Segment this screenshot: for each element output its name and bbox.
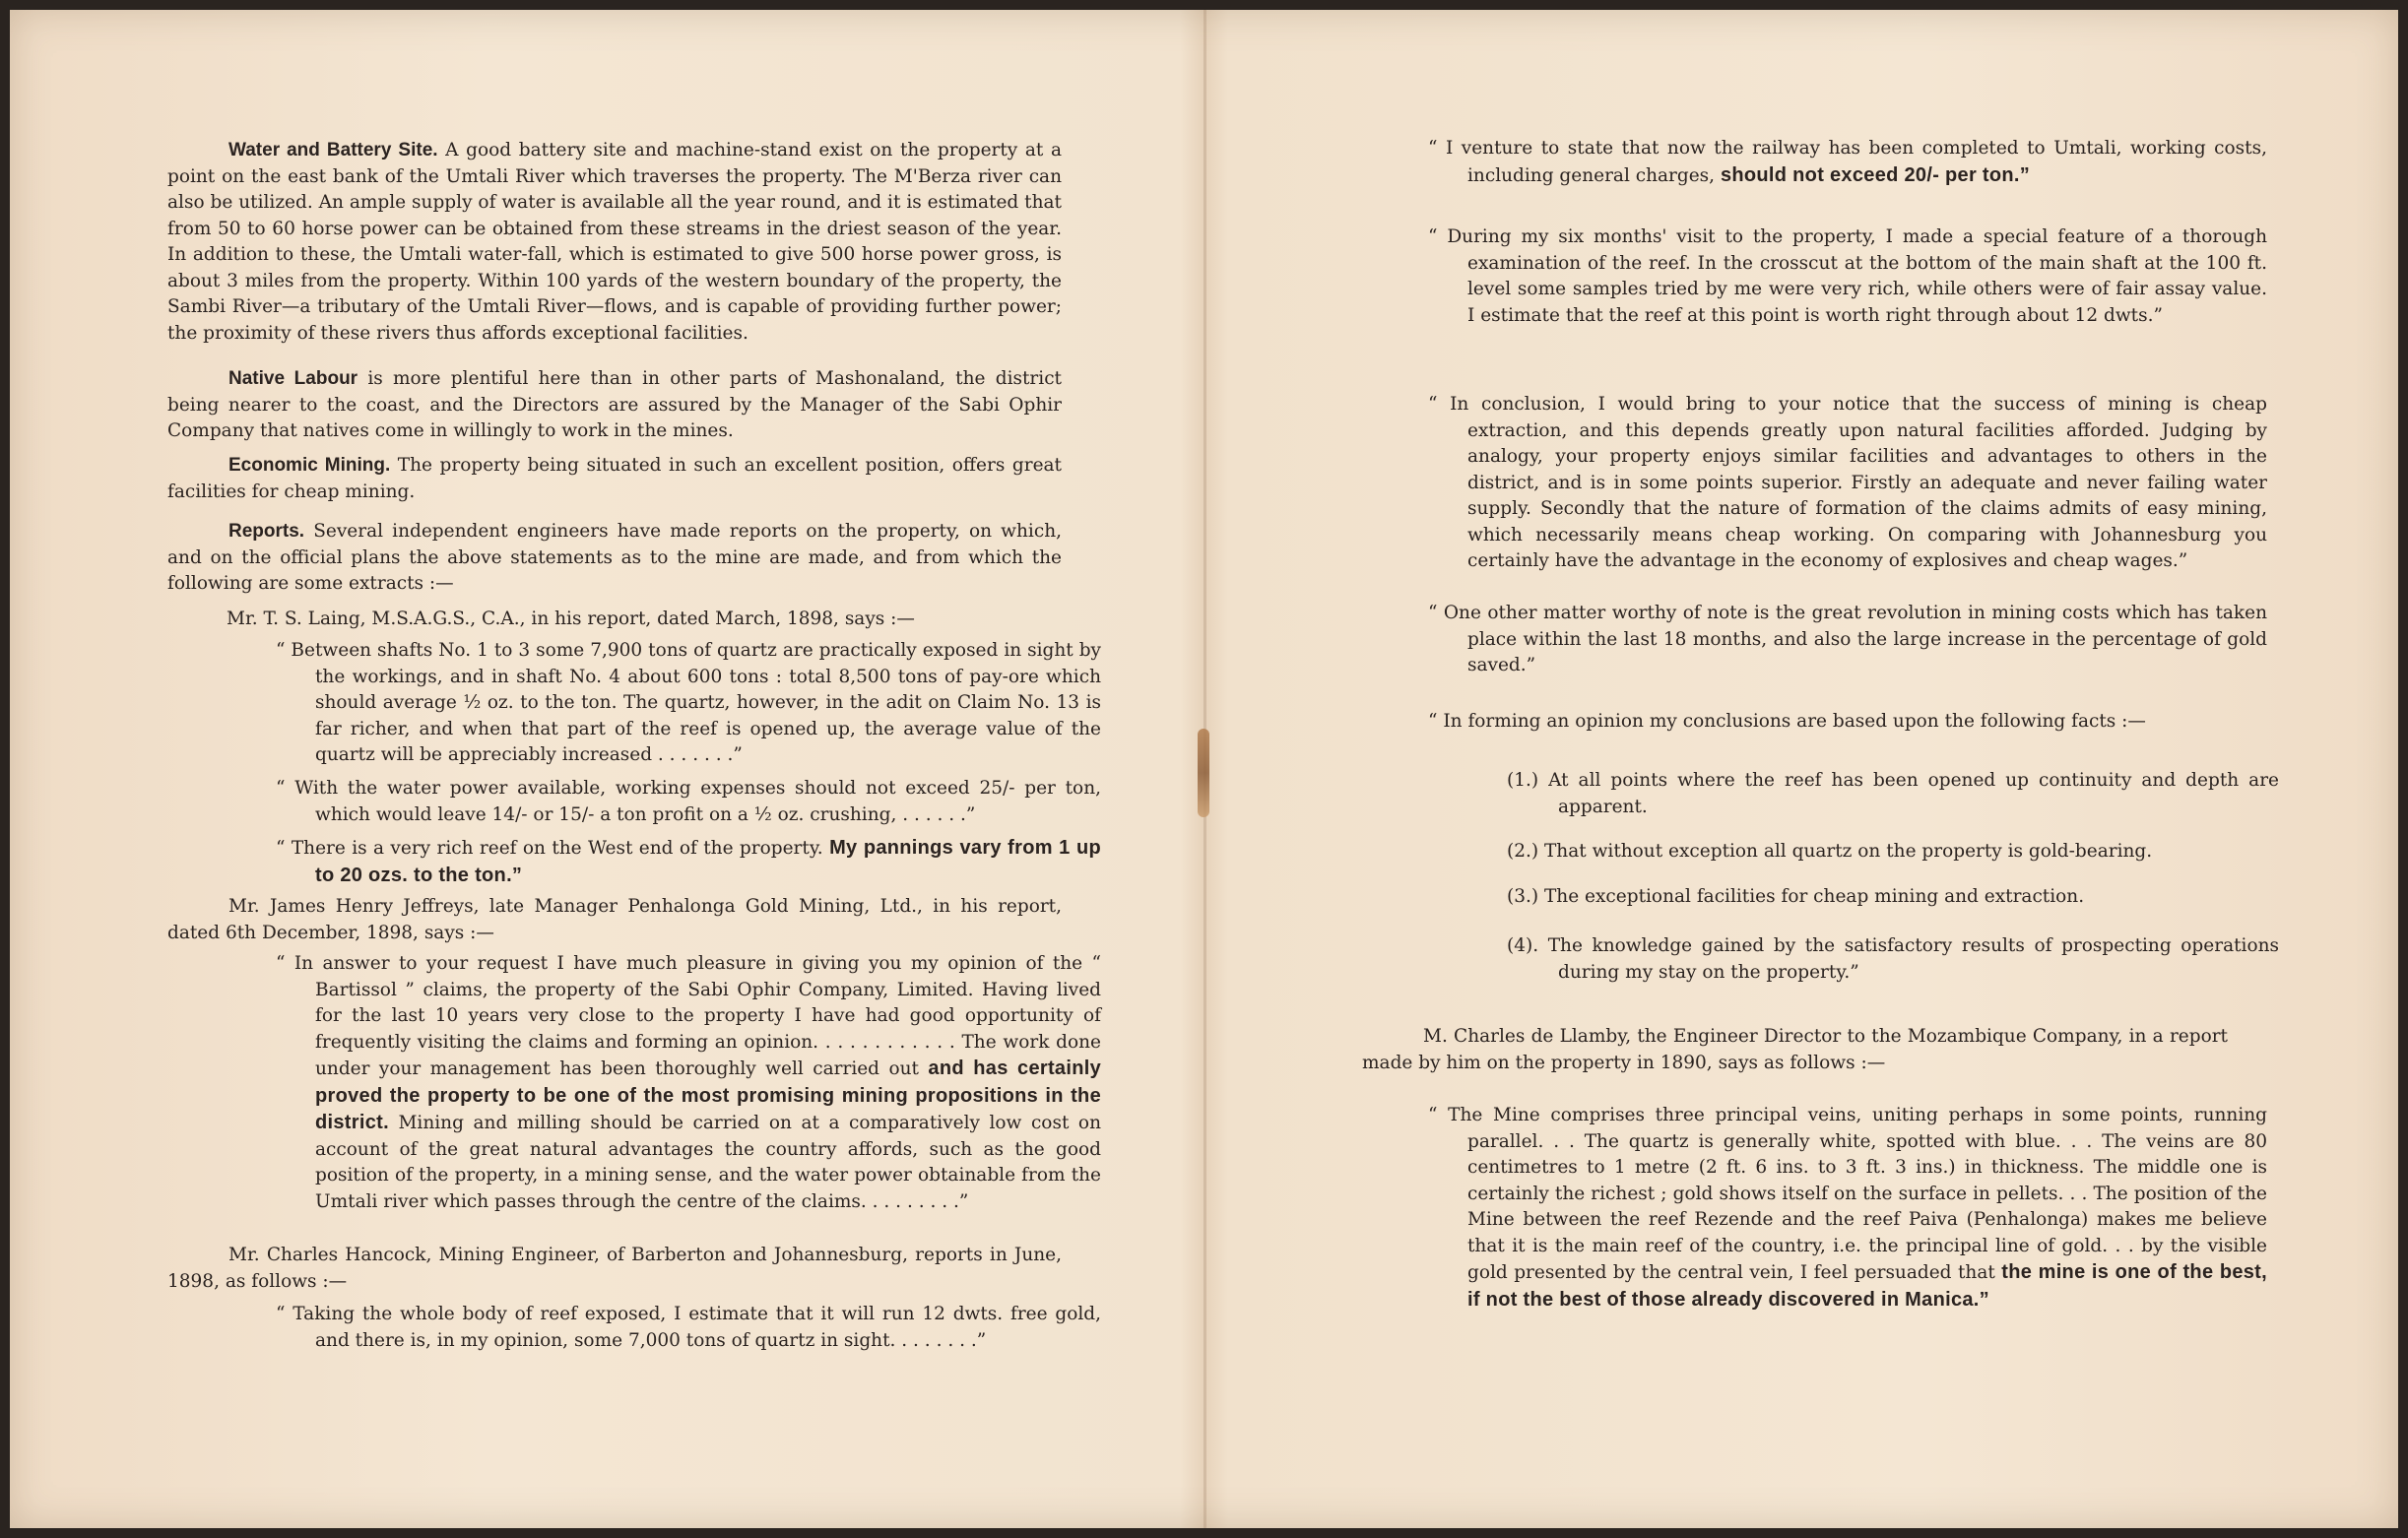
native-labour-paragraph [167,366,1062,445]
railway-quote-emphasis: should not exceed 20/- per ton.” [1720,163,2031,186]
jeffreys-quote-text-a: “ In answer to your request I have much pleasure in giving you my opinion of the “ Bartissol ” claims, the property of the Sabi Ophir Company, Limited. Having lived for the last 10 years very close to the property I have had good opportunity of frequently visiting the claims and forming an opinion. . . . . . . . . . . . The work done under your management has been thoroughly well carried out [276,953,1101,1079]
reports-body: Several independent engineers have made reports on the property, on which, and on the official plans the above statements as to the mine are made, and from which the following are some extracts :— [167,521,1062,594]
right-page [1206,10,2398,1528]
economic-mining-body: The property being situated in such an excellent position, offers great facilities for cheap mining. [167,455,1062,502]
native-labour-heading: Native Labour [228,368,358,389]
reports-heading: Reports. [228,521,305,542]
economic-mining-paragraph [167,453,1062,505]
fact-item-3: (3.) The exceptional facilities for cheap mining and extraction. [1507,886,2085,907]
water-battery-heading: Water and Battery Site. [228,140,438,160]
llamby-intro: M. Charles de Llamby, the Engineer Director to the Mozambique Company, in a report made by him on the property in 1890, says as follows :— [1362,1026,2228,1073]
revolution-quote: “ One other matter worthy of note is the great revolution in mining costs which has taken place within the last 18 months, and also the large increase in the percentage of gold saved.” [1428,603,2267,675]
reports-paragraph [167,519,1062,598]
railway-quote [1428,136,2267,189]
laing-quote-1: “ Between shafts No. 1 to 3 some 7,900 tons of quartz are practically exposed in sight by the workings, and in shaft No. 4 about 600 tons : total 8,500 tons of pay-ore which should average ½ oz. to the ton. The quartz, however, in the adit on Claim No. 13 is far richer, and when that part of the reef is opened up, the average value of the quartz will be appreciably increased . . . . . . .” [276,640,1101,765]
fact-item-1: (1.) At all points where the reef has been opened up continuity and depth are apparent. [1507,770,2279,817]
hancock-quote: “ Taking the whole body of reef exposed, I estimate that it will run 12 dwts. free gold, and there is, in my opinion, some 7,000 tons of quartz in sight. . . . . . . .” [276,1304,1101,1351]
economic-mining-heading: Economic Mining. [228,455,391,476]
water-battery-paragraph [167,138,1062,347]
left-page [10,10,1204,1528]
conclusion-quote: “ In conclusion, I would bring to your notice that the success of mining is cheap extraction, and this depends greatly upon natural facilities afforded. Judging by analogy, your property enjoys similar facilities and advantages to others in the district, and is in some points superior. Firstly an adequate and never failing water supply. Secondly that the nature of formation of the claims admits of easy mining, which necessarily means cheap working. On comparing with Johannesburg you certainly have the advantage in the economy of explosives and cheap wages.” [1428,394,2267,571]
native-labour-body: is more plentiful here than in other parts of Mashonaland, the district being nearer to the coast, and the Directors are assured by the Manager of the Sabi Ophir Company that natives come in willingly to work in the mines. [167,368,1062,441]
water-battery-body: A good battery site and machine-stand exist on the property at a point on the east bank of the Umtali River which traverses the property. The M'Berza river can also be utilized. An ample supply of water is available all the year round, and it is estimated that from 50 to 60 horse power can be obtained from these streams in the driest season of the year. In addition to these, the Umtali water-fall, which is estimated to give 500 horse power gross, is about 3 miles from the property. Within 100 yards of the western boundary of the property, the Sambi River—a tributary of the Umtali River—flows, and is capable of providing further power; the proximity of these rivers thus affords exceptional facilities. [167,140,1062,344]
laing-quote-3-emphasis: My pannings vary from 1 up to 20 ozs. to the ton.” [315,837,1101,886]
fact-item-4: (4). The knowledge gained by the satisfactory results of prospecting operations during my stay on the property.” [1507,935,2279,983]
llamby-quote-text: “ The Mine comprises three principal veins, uniting perhaps in some points, running parallel. . . The quartz is generally white, spotted with blue. . . The veins are 80 centimetres to 1 metre (2 ft. 6 ins. to 3 ft. 3 ins.) in thickness. The middle one is certainly the richest ; gold shows itself on the surface in pellets. . . The position of the Mine between the reef Rezende and the reef Paiva (Penhalonga) makes me believe that it is the main reef of the country, i.e. the principal line of gold. . . by the visible gold presented by the central vein, I feel persuaded that [1428,1105,2267,1283]
jeffreys-intro: Mr. James Henry Jeffreys, late Manager Penhalonga Gold Mining, Ltd., in his report, dated 6th December, 1898, says :— [167,896,1062,943]
document-sheet [10,10,2398,1528]
visit-quote: “ During my six months' visit to the property, I made a special feature of a thorough examination of the reef. In the crosscut at the bottom of the main shaft at the 100 ft. level some samples tried by me were very rich, while others were of fair assay value. I estimate that the reef at this point is worth right through about 12 dwts.” [1428,226,2267,326]
hancock-intro: Mr. Charles Hancock, Mining Engineer, of Barberton and Johannesburg, reports in June, 1898, as follows :— [167,1245,1062,1292]
laing-intro: Mr. T. S. Laing, M.S.A.G.S., C.A., in his report, dated March, 1898, says :— [227,609,915,629]
railway-quote-text: “ I venture to state that now the railway has been completed to Umtali, working costs, including general charges, [1428,138,2267,186]
jeffreys-quote-text-b: Mining and milling should be carried on at a comparatively low cost on account of the great natural advantages the country affords, such as the good position of the property, in a mining sense, and the water power obtainable from the Umtali river which passes through the centre of the claims. . . . . . . . .” [315,1113,1101,1212]
laing-quote-3-text: “ There is a very rich reef on the West end of the property. [276,838,830,859]
llamby-quote [1428,1103,2267,1314]
jeffreys-quote [276,951,1101,1215]
laing-quote-3 [276,835,1101,889]
llamby-quote-emphasis: the mine is one of the best, if not the best of those already discovered in Manica.” [1467,1261,2267,1311]
laing-quote-2: “ With the water power available, working expenses should not exceed 25/- per ton, which would leave 14/- or 15/- a ton profit on a ½ oz. crushing, . . . . . .” [276,778,1101,825]
facts-intro: “ In forming an opinion my conclusions are based upon the following facts :— [1428,711,2146,732]
jeffreys-quote-emphasis: and has certainly proved the property to be one of the most promising mining propositions in the district. [315,1057,1102,1133]
fact-item-2: (2.) That without exception all quartz on the property is gold-bearing. [1507,841,2153,862]
